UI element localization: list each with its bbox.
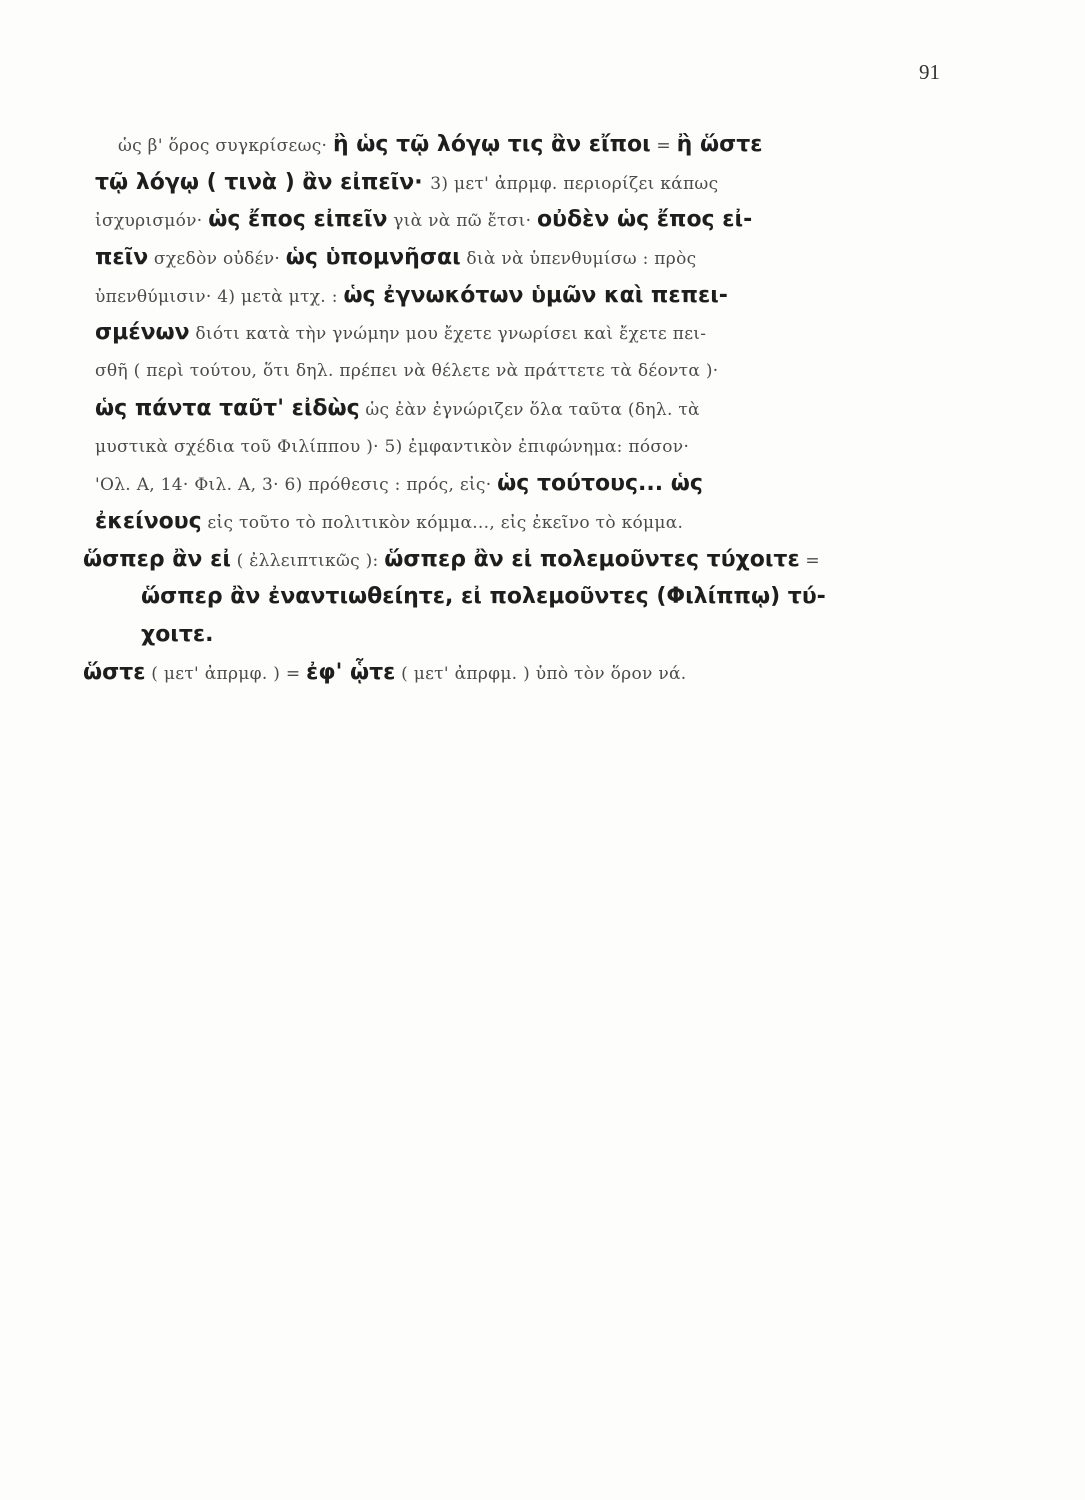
headword-phrase: ἐφ' ᾧτε xyxy=(306,659,396,685)
headword-phrase: σμένων xyxy=(95,320,190,346)
text-line xyxy=(83,654,940,692)
headword-phrase: ἐκείνους xyxy=(95,508,202,534)
gloss-text: γιὰ νὰ πῶ ἔτσι· xyxy=(387,211,537,232)
text-line xyxy=(95,503,940,541)
gloss-text: = xyxy=(799,550,820,571)
headword-phrase: οὐδὲν ὡς ἔπος εἰ- xyxy=(537,207,753,233)
gloss-text: ( ἐλλειπτικῶς ): xyxy=(230,550,385,571)
text-line xyxy=(95,616,940,654)
gloss-text: 3) μετ' ἀπρμφ. περιορίζει κάπως xyxy=(430,173,719,194)
text-line xyxy=(83,541,940,579)
text-line xyxy=(95,428,940,466)
dictionary-entry-text xyxy=(83,126,940,691)
text-line xyxy=(95,126,940,164)
text-line xyxy=(95,352,940,390)
text-line xyxy=(95,239,940,277)
text-line xyxy=(95,164,940,202)
gloss-text: ὑπενθύμισιν· 4) μετὰ μτχ. : xyxy=(95,286,344,307)
gloss-text: 'Ολ. Α, 14· Φιλ. Α, 3· 6) πρόθεσις : πρός, εἰς· xyxy=(95,475,498,496)
gloss-text: ἰσχυρισμόν· xyxy=(95,211,209,232)
gloss-text: διότι κατὰ τὴν γνώμην μου ἔχετε γνωρίσει καὶ ἔχετε πει- xyxy=(189,324,707,345)
headword-phrase: ὥστε xyxy=(83,659,146,685)
gloss-text: ( μετ' ἀπρμφ. ) = xyxy=(145,663,307,684)
headword-phrase: ὡς τούτους... ὡς xyxy=(497,471,703,497)
gloss-text: σθῆ ( περὶ τούτου, ὅτι δηλ. πρέπει νὰ θέλετε νὰ πράττετε τὰ δέοντα )· xyxy=(95,361,719,382)
headword-phrase: ὥσπερ ἂν εἰ xyxy=(83,546,231,572)
page-number: 91 xyxy=(919,60,940,84)
gloss-text: ὡς ἐὰν ἐγνώριζεν ὅλα ταῦτα (δηλ. τὰ xyxy=(359,399,700,420)
gloss-text: ὡς β' ὅρος συγκρίσεως· xyxy=(118,136,333,156)
headword-phrase: χοιτε. xyxy=(141,621,214,647)
gloss-text: σχεδὸν οὐδέν· xyxy=(148,249,286,270)
text-line xyxy=(95,578,940,616)
text-line xyxy=(95,277,940,315)
gloss-text: ( μετ' ἀπρφμ. ) ὑπὸ τὸν ὅρον νά. xyxy=(395,663,687,684)
headword-phrase: ὡς ἔπος εἰπεῖν xyxy=(208,207,388,233)
text-line xyxy=(95,390,940,428)
gloss-text: = xyxy=(650,136,677,156)
text-line xyxy=(95,314,940,352)
gloss-text: διὰ νὰ ὑπενθυμίσω : πρὸς xyxy=(460,249,697,270)
gloss-text: εἰς τοῦτο τὸ πολιτικὸν κόμμα..., εἰς ἐκεῖνο τὸ κόμμα. xyxy=(201,512,684,533)
headword-phrase: ὥσπερ ἂν ἐναντιωθείητε, εἰ πολεμοῦντες (Φιλίππῳ) τύ- xyxy=(141,584,826,610)
headword-phrase: ὥσπερ ἂν εἰ πολεμοῦντες τύχοιτε xyxy=(384,546,800,572)
text-line xyxy=(95,465,940,503)
text-line xyxy=(95,201,940,239)
headword-phrase: τῷ λόγῳ ( τινὰ ) ἂν εἰπεῖν· xyxy=(95,169,431,195)
headword-phrase: ὡς πάντα ταῦτ' εἰδὼς xyxy=(95,395,360,421)
headword-phrase: ὡς ἐγνωκότων ὑμῶν καὶ πεπει- xyxy=(343,282,728,308)
gloss-text: μυστικὰ σχέδια τοῦ Φιλίππου )· 5) ἐμφαντικὸν ἐπιφώνημα: πόσον· xyxy=(95,436,690,457)
headword-phrase: πεῖν xyxy=(95,245,149,271)
headword-phrase: ἢ ὥστε xyxy=(676,132,763,157)
headword-phrase: ἢ ὡς τῷ λόγῳ τις ἂν εἴποι xyxy=(332,132,651,157)
headword-phrase: ὡς ὑπομνῆσαι xyxy=(285,245,461,271)
